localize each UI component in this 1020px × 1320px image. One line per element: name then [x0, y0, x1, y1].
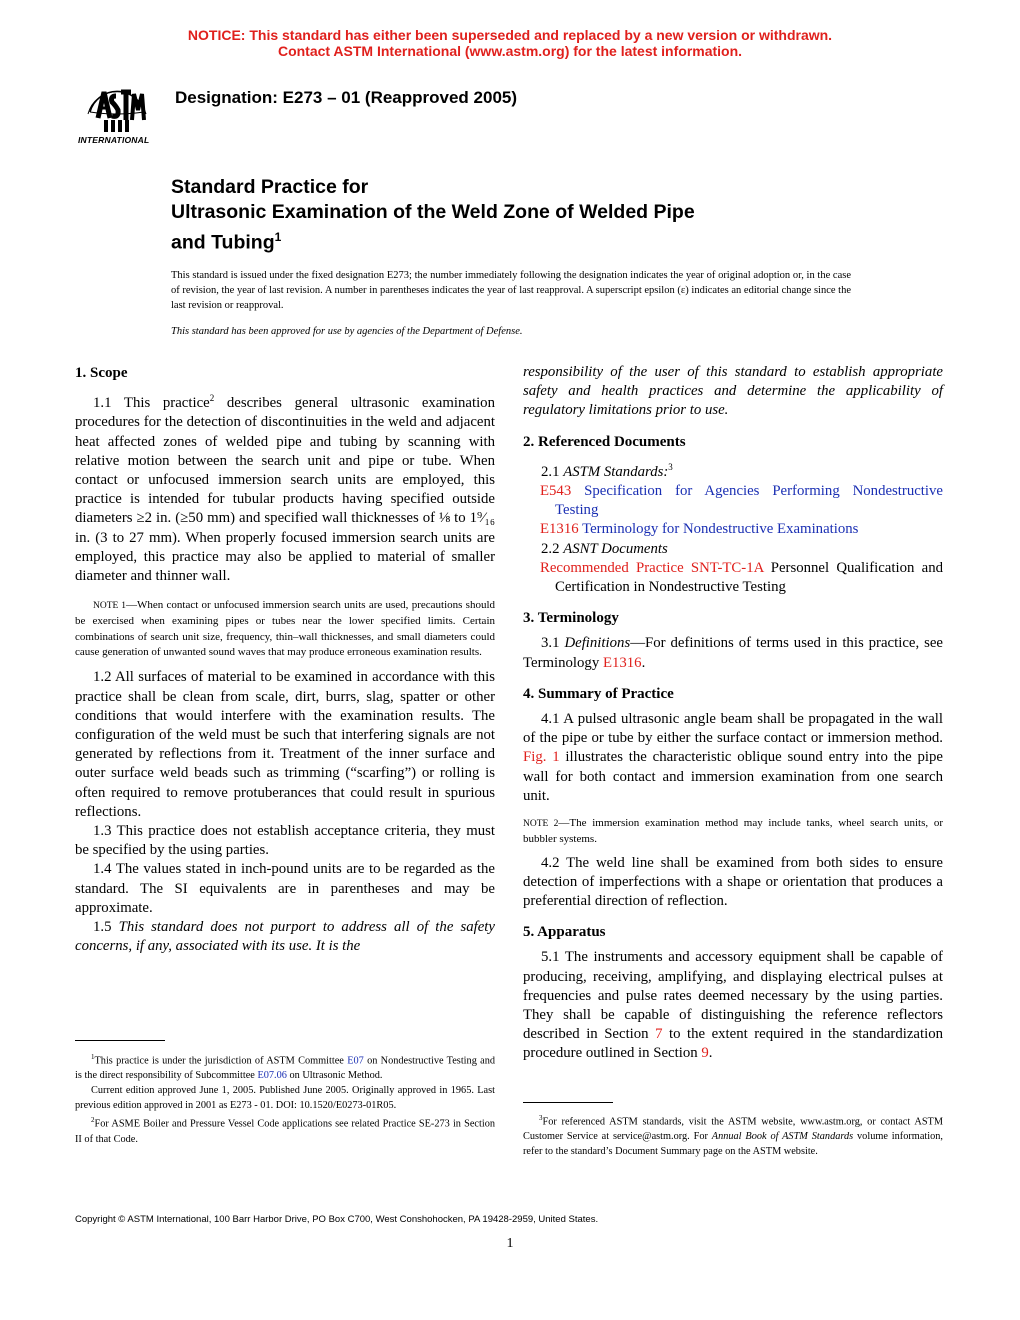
paragraph-5-1	[523, 948, 943, 1063]
paragraph-1-2: 1.2 All surfaces of material to be examined in accordance with this practice shall be clean from scale, dirt, burrs, slag, spatter or other conditions that would interfere with the examination results. The configuration of the weld must be such that interfering signals are not generated by reflections from it. Treatment of the inner surface and outer surface weld beads such as trimming (“scarfing”) or rolling is often required to remove protuberances that could result in spurious reflections.	[75, 669, 495, 820]
section-heading-scope: 1. Scope	[75, 365, 128, 381]
fn1-text-c: on Ultrasonic Method.	[286, 1070, 383, 1082]
footnotes-left	[75, 1050, 495, 1147]
p2-1-label: ASTM Standards:	[563, 463, 669, 480]
section-9-link[interactable]: 9	[701, 1045, 709, 1062]
committee-e07-link[interactable]: E07	[347, 1055, 364, 1067]
snt-tc-1a-title: Personnel Qualification and Certification in Nondestructive Testing	[555, 559, 943, 595]
paragraph-1-1	[75, 389, 495, 586]
p3-1-num: 3.1	[541, 635, 565, 652]
title-footnote-marker: 1	[274, 230, 282, 244]
paragraph-1-4: 1.4 The values stated in inch-pound units are to be regarded as the standard. The SI equivalents are in parentheses and may be approximate.	[75, 861, 495, 916]
fn3-text-b: volume information, refer to the standard’s Document Summary page on the ASTM website.	[523, 1131, 943, 1158]
subcommittee-e07-06-link[interactable]: E07.06	[257, 1070, 287, 1082]
paragraph-1-5-continued: responsibility of the user of this standard to establish appropriate safety and health practices and determine the applicability of regulatory limitations prior to use.	[523, 364, 943, 419]
section-heading-terminology: 3. Terminology	[523, 610, 619, 627]
p3-1-end: .	[641, 654, 646, 671]
paragraph-4-2: 4.2 The weld line shall be examined from both sides to ensure detection of imperfections with a shape or orientation that produces a preferential direction of reflection.	[523, 854, 943, 909]
title-line-3-text: and Tubing	[171, 231, 275, 254]
paragraph-4-1	[523, 710, 943, 806]
e1316-title-link[interactable]: Terminology for Nondestructive Examinations	[582, 521, 859, 538]
astm-logo	[76, 72, 158, 148]
note-2-label: NOTE 2	[523, 818, 559, 829]
footnote-1-edition: Current edition approved June 1, 2005. Published June 2005. Originally approved in 1965. Last previous edition approved in 2001 as E273 - 01. DOI: 10.1520/E0273-01R05.	[75, 1085, 495, 1112]
footnote-3	[523, 1111, 943, 1159]
section-heading-referenced-documents: 2. Referenced Documents	[523, 433, 686, 450]
notice-line-1: NOTICE: This standard has either been superseded and replaced by a new version or withdrawn.	[187, 27, 833, 43]
footnote-rule-right	[523, 1102, 613, 1103]
paragraph-1-5	[75, 918, 495, 956]
p5-1-end: .	[708, 1045, 713, 1062]
fn1-text-a: This practice is under the jurisdiction of ASTM Committee	[94, 1055, 348, 1067]
fn1-marker: 1	[91, 1053, 95, 1061]
p5-1-text-b: to the extent required in the standardization procedure outlined in Section	[523, 1026, 943, 1062]
title-line-2: Ultrasonic Examination of the Weld Zone of Welded Pipe	[171, 201, 695, 223]
note-1-text: —When contact or unfocused immersion search units are used, precautions should be exercised when examining pipes or tubes near the lower specified limits. Certain combinations of search unit size, frequency, thin–wall thicknesses, and small diameters could cause generation of unwanted sound waves that may produce erroneous examination results.	[75, 599, 496, 659]
p1-1-lead: 1.1 This practice	[93, 395, 210, 412]
footnotes-right	[523, 1111, 943, 1159]
title-line-3	[171, 225, 695, 256]
p4-1-text-a: 4.1 A pulsed ultrasonic angle beam shall be propagated in the wall of the pipe or tube by either the surface contact or immersion method.	[523, 710, 943, 747]
p5-1-text-a: 5.1 The instruments and accessory equipment shall be capable of producing, receiving, amplifying, and displaying electrical pulses at frequencies and pulse rates deemed necessary by the using parties. They shall be capable of distinguishing the reference reflectors described in Section	[523, 949, 943, 1043]
p4-1-text-b: illustrates the characteristic oblique sound entry into the pipe wall for both contact and immersion examination from one search unit.	[523, 749, 943, 804]
section-7-link[interactable]: 7	[655, 1026, 663, 1043]
p1-5-num: 1.5	[93, 918, 119, 935]
p3-1-label: Definitions	[564, 635, 631, 652]
paragraph-3-1	[523, 634, 943, 672]
p1-1-body: describes general ultrasonic examination procedures for the detection of discontinuities in the weld and adjacent heat affected zones of welded pipe and tubing by scanning with relative motion between the search unit and pipe or tube. When contact or unfocused immersion search units are employed, this practice is intended for tubular products having specified outside diameters ≥2 in. (≥50 mm) and specified wall thicknesses of ⅛ to 1⁹⁄₁₆ in. (3 to 27 mm). When properly focused immersion search units are employed, this practice may also be applied to material of smaller diameter and thinner wall.	[75, 395, 495, 584]
terminology-e1316-link[interactable]: E1316	[602, 654, 642, 671]
paragraph-2-2	[523, 540, 943, 559]
note-1-label: NOTE 1	[93, 601, 126, 612]
footnote-ref-3: 3	[668, 461, 673, 472]
page-number: 1	[506, 1236, 514, 1251]
paragraph-2-1	[523, 458, 943, 482]
fn2-text: For ASME Boiler and Pressure Vessel Code applications see related Practice SE-273 in Section II of that Code.	[75, 1118, 495, 1145]
p3-1-text: —For definitions of terms used in this practice, see Terminology	[523, 635, 943, 671]
e543-code-link[interactable]: E543	[540, 482, 572, 499]
fn3-marker: 3	[539, 1114, 543, 1122]
p2-1-num: 2.1	[541, 463, 564, 480]
p2-2-label: ASNT Documents	[563, 540, 668, 557]
e543-title-link[interactable]: Specification for Agencies Performing Nondestructive Testing	[555, 482, 943, 519]
left-column	[75, 364, 495, 956]
title-line-1: Standard Practice for	[171, 176, 369, 198]
e1316-code-link[interactable]: E1316	[540, 521, 579, 538]
document-title	[171, 175, 695, 256]
note-1	[75, 598, 495, 660]
logo-wordmark: INTERNATIONAL	[78, 135, 150, 145]
p1-5-text: This standard does not purport to address all of the safety concerns, if any, associated with its use. It is the	[75, 918, 495, 955]
footnote-2	[75, 1113, 495, 1146]
dod-approval-note: This standard has been approved for use by agencies of the Department of Defense.	[171, 326, 523, 337]
notice-line-2: Contact ASTM International (www.astm.org) for the latest information.	[277, 43, 743, 59]
snt-tc-1a-link[interactable]: Recommended Practice SNT-TC-1A	[540, 559, 764, 576]
section-heading-summary: 4. Summary of Practice	[523, 685, 674, 702]
fn1-text-b: on Nondestructive Testing and is the direct responsibility of Subcommittee	[75, 1055, 495, 1082]
issuance-note: This standard is issued under the fixed designation E273; the number immediately following the designation indicates the year of original adoption or, in the case of revision, the year of last revision. A number in parentheses indicates the year of last reapproval. A superscript epsilon (ε) indicates an editorial change since the last revision or reapproval.	[171, 270, 851, 311]
footnote-rule-left	[75, 1040, 165, 1041]
fig-1-link[interactable]: Fig. 1	[523, 749, 560, 766]
footnote-1	[75, 1050, 495, 1083]
right-column	[523, 363, 943, 1064]
section-heading-apparatus: 5. Apparatus	[523, 924, 606, 941]
designation: Designation: E273 – 01 (Reapproved 2005)	[175, 88, 518, 107]
fn3-text-a: For referenced ASTM standards, visit the ASTM website, www.astm.org, or contact ASTM Customer Service at service@astm.org. For	[523, 1116, 943, 1143]
footnote-ref-2: 2	[209, 393, 215, 404]
ref-snt-tc-1a	[540, 559, 943, 597]
note-2	[523, 816, 943, 848]
p2-2-num: 2.2	[541, 540, 564, 557]
fn2-marker: 2	[91, 1116, 95, 1125]
notice-banner	[0, 27, 1020, 59]
paragraph-1-3: 1.3 This practice does not establish acceptance criteria, they must be specified by the using parties.	[75, 822, 495, 859]
ref-e1316[interactable]	[540, 520, 943, 539]
note-2-text: —The immersion examination method may include tanks, wheel search units, or bubbler systems.	[523, 816, 944, 846]
ref-e543[interactable]	[540, 482, 943, 520]
fn3-italic: Annual Book of ASTM Standards	[711, 1131, 854, 1143]
copyright-line: Copyright © ASTM International, 100 Barr Harbor Drive, PO Box C700, West Conshohocken, PA 19428-2959, United States.	[75, 1214, 599, 1225]
